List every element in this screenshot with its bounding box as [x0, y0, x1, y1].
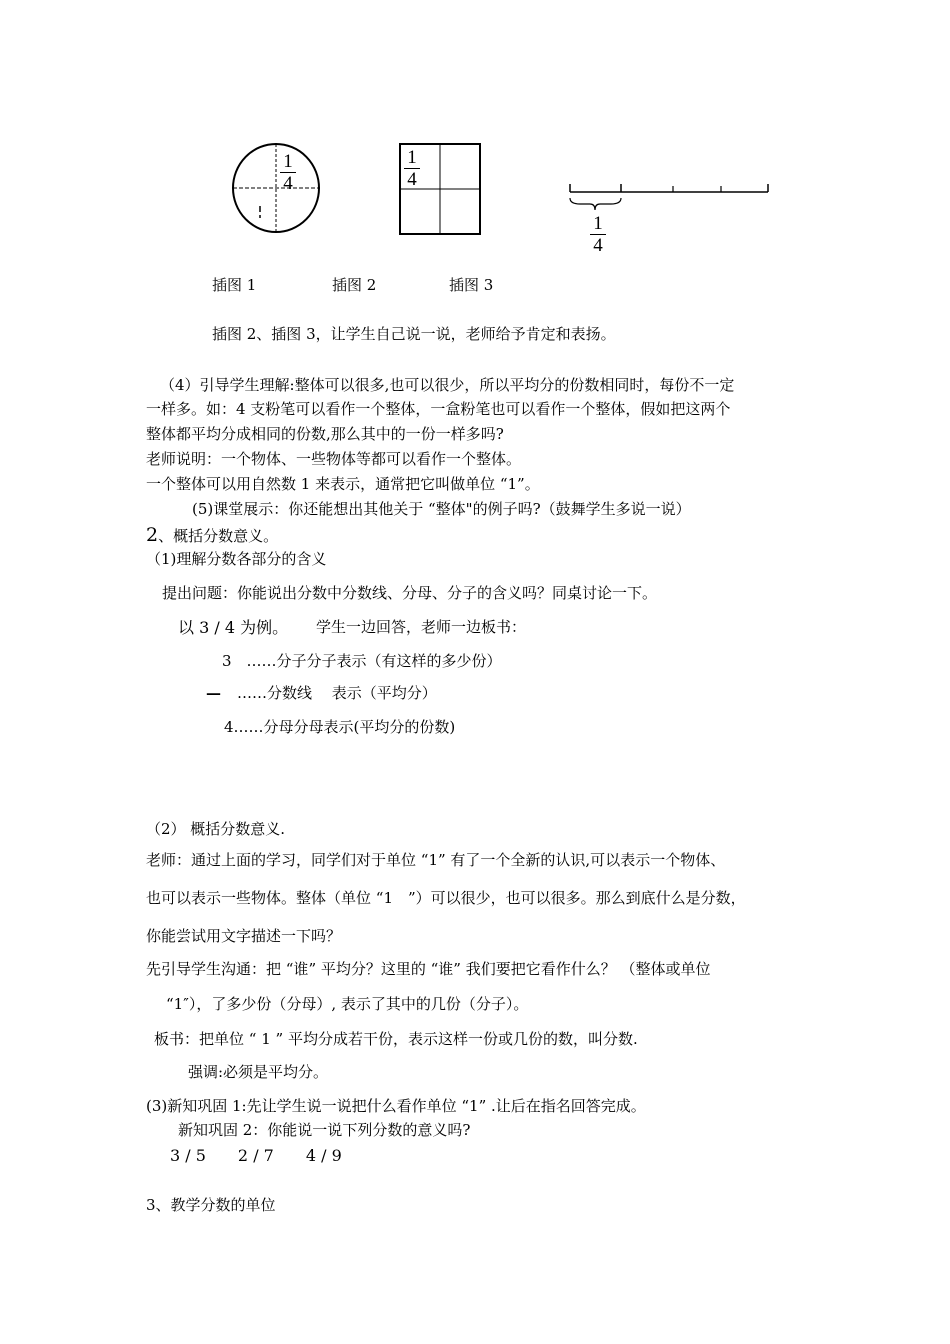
- paragraph-line: 老师：通过上面的学习，同学们对于单位 “1” 有了一个全新的认识,可以表示一个物体、: [146, 851, 726, 869]
- figure1-fraction-label: 1 4: [280, 152, 296, 193]
- section-number: 2: [146, 524, 159, 546]
- paragraph-line: “1″），了多少份（分母）, 表示了其中的几份（分子）。: [166, 995, 529, 1013]
- paragraph-line: 学生一边回答，老师一边板书：: [316, 618, 527, 636]
- figure2-fraction-label: 1 4: [404, 148, 420, 189]
- paragraph-line: 整体都平均分成相同的份数,那么其中的一份一样多吗?: [146, 425, 504, 443]
- paragraph-line: (5)课堂展示：你还能想出其他关于 “整体"的例子吗?（鼓舞学生多说一说）: [192, 500, 691, 518]
- board-fraction-bar-line: [206, 686, 437, 701]
- paragraph-line: 一个整体可以用自然数 1 来表示，通常把它叫做单位 “1”。: [146, 475, 540, 493]
- paragraph-line: 一样多。如：4 支粉笔可以看作一个整体，一盒粉笔也可以看作一个整体，假如把这两个: [146, 400, 731, 418]
- paragraph-line: 新知巩固 2：你能说一说下列分数的意义吗?: [178, 1121, 471, 1139]
- fraction-bar-symbol: —: [206, 684, 221, 702]
- figure1-circle-quarters: [228, 140, 326, 238]
- paragraph-line: 提出问题：你能说出分数中分数线、分母、分子的含义吗？同桌讨论一下。: [162, 584, 658, 602]
- paragraph-line: 你能尝试用文字描述一下吗？: [146, 927, 342, 945]
- paragraph-line: 先引导学生沟通：把 “谁” 平均分？这里的 “谁” 我们要把它看作什么？ （整体或单位: [146, 960, 711, 978]
- section-title: 、概括分数意义。: [158, 527, 279, 545]
- subsection-heading: （2） 概括分数意义.: [146, 820, 286, 838]
- paragraph-line: 以 3 / 4 为例。: [178, 618, 289, 637]
- board-denominator-line: 4……分母分母表示(平均分的份数): [224, 718, 456, 736]
- caption-figure1: 插图 1: [212, 276, 257, 294]
- paragraph-line: 插图 2、插图 3，让学生自己说一说，老师给予肯定和表扬。: [212, 325, 616, 343]
- paragraph-line: 老师说明：一个物体、一些物体等都可以看作一个整体。: [146, 450, 522, 468]
- paragraph-line: 板书：把单位 “ 1 ” 平均分成若干份，表示这样一份或几份的数，叫分数.: [154, 1030, 638, 1048]
- fraction-examples: 3 / 5 2 / 7 4 / 9: [170, 1146, 342, 1165]
- section-heading-3: 3、教学分数的单位: [146, 1196, 276, 1214]
- figure3-line-segment: [564, 178, 774, 218]
- caption-figure2: 插图 2: [332, 276, 377, 294]
- paragraph-line: （4）引导学生理解:整体可以很多,也可以很少，所以平均分的份数相同时，每份不一定: [160, 376, 735, 394]
- paragraph-line: (3)新知巩固 1:先让学生说一说把什么看作单位 “1” .让后在指名回答完成。: [146, 1097, 646, 1115]
- fraction-bar-text: ……分数线 表示（平均分）: [237, 684, 437, 702]
- caption-figure3: 插图 3: [449, 276, 494, 294]
- figure3-fraction-label: 1 4: [590, 214, 606, 255]
- board-numerator-line: 3 ……分子分子表示（有这样的多少份）: [222, 652, 502, 670]
- subsection-heading: （1)理解分数各部分的含义: [146, 550, 327, 568]
- section-heading-2: [146, 526, 278, 545]
- paragraph-line: 强调:必须是平均分。: [188, 1063, 329, 1081]
- paragraph-line: 也可以表示一些物体。整体（单位 “1 ”）可以很少，也可以很多。那么到底什么是分数，: [146, 889, 746, 907]
